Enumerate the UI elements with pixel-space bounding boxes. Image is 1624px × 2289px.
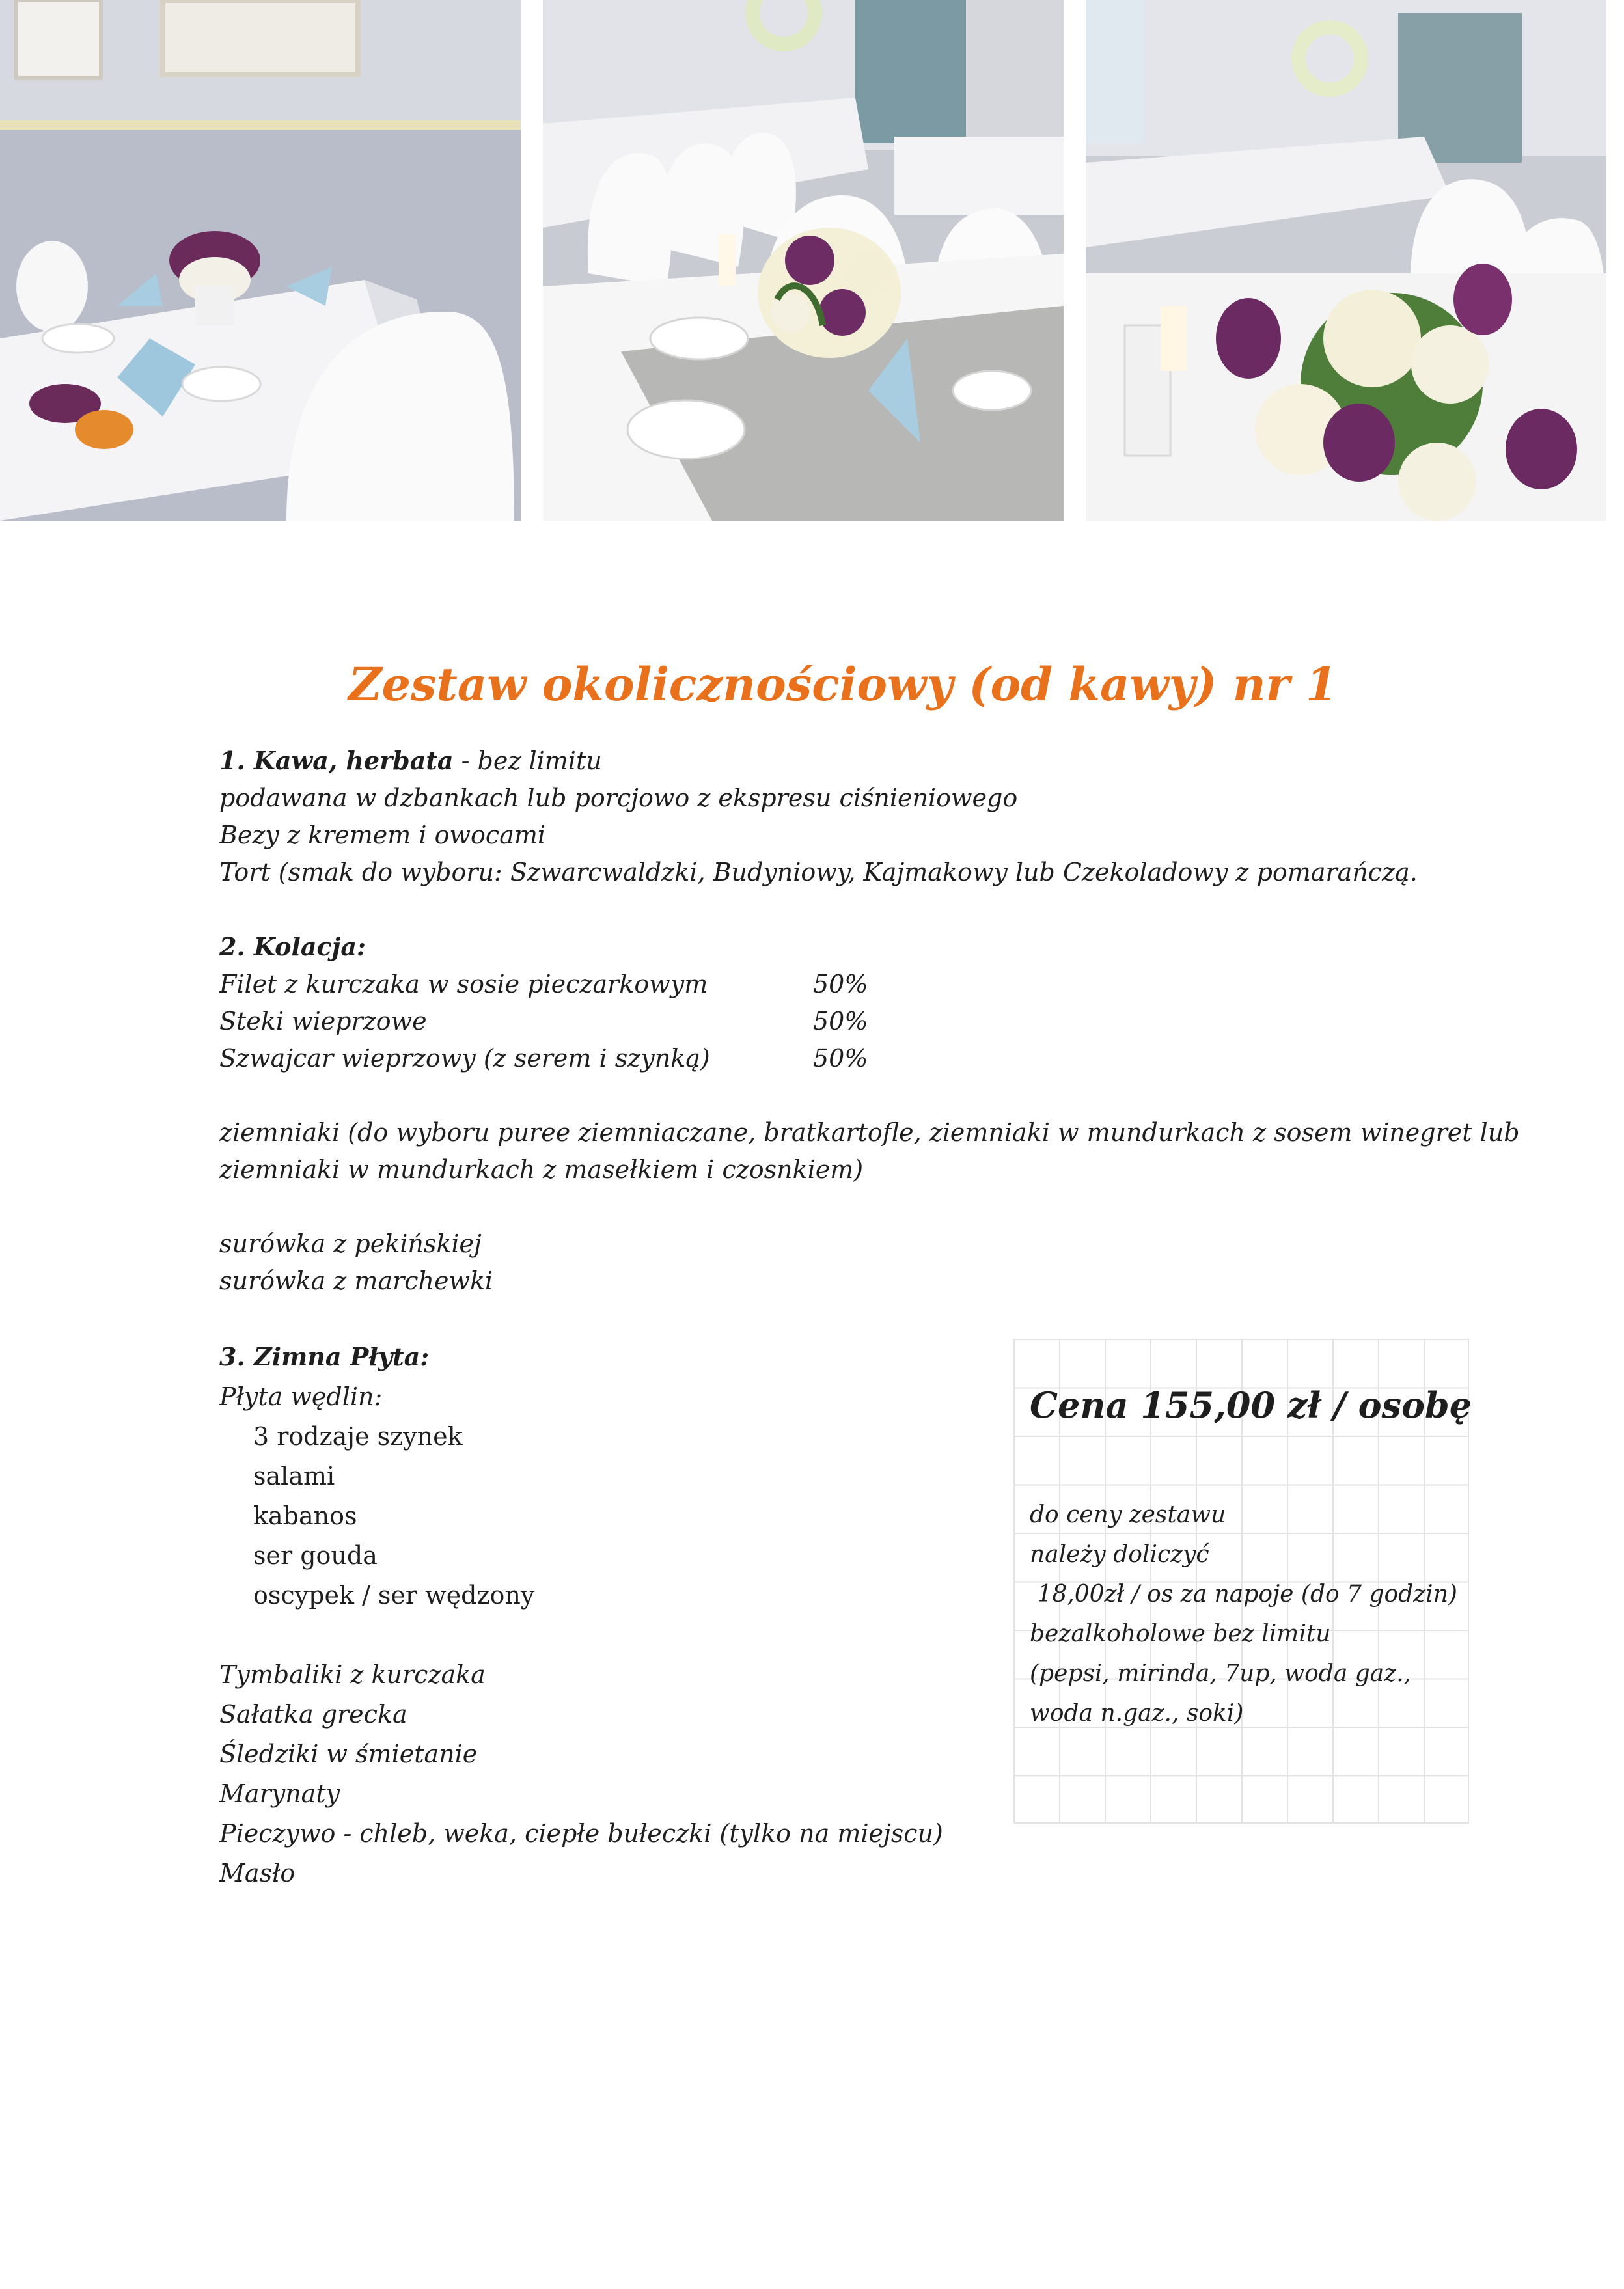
venue-photo-hall <box>543 0 1064 521</box>
dish-name: Filet z kurczaka w sosie pieczarkowym <box>219 970 708 998</box>
dish-name: Szwajcar wieprzowy (z serem i szynką) <box>219 1044 710 1073</box>
price-note: bezalkoholowe bez limitu <box>1030 1621 1331 1647</box>
coffee-line: Tort (smak do wyboru: Szwarcwaldzki, Budyniowy, Kajmakowy lub Czekoladowy z pomarańczą. <box>219 858 1418 886</box>
price-note: do ceny zestawu <box>1030 1501 1226 1528</box>
coffee-line: podawana w dzbankach lub porcjowo z ekspresu ciśnieniowego <box>219 784 1018 812</box>
price-note: (pepsi, mirinda, 7up, woda gaz., <box>1030 1660 1412 1687</box>
platter-item: ser gouda <box>253 1541 378 1570</box>
platter-item: salami <box>253 1462 335 1490</box>
platter-item: oscypek / ser wędzony <box>253 1581 535 1610</box>
cold-extra: Masło <box>219 1859 296 1887</box>
coffee-heading: 1. Kawa, herbata <box>219 746 454 775</box>
price-notes <box>1030 1495 1457 1733</box>
dish-share: 50% <box>813 1044 868 1073</box>
dinner-dish <box>219 1003 1391 1040</box>
price-box <box>1013 1339 1472 1824</box>
price-note: należy doliczyć <box>1030 1541 1209 1568</box>
salad-line: surówka z pekińskiej <box>219 1229 482 1258</box>
platter-item: kabanos <box>253 1501 357 1530</box>
price-note: woda n.gaz., soki) <box>1030 1700 1244 1727</box>
cold-extra: Sałatka grecka <box>219 1700 407 1729</box>
coffee-heading-line <box>219 742 1391 780</box>
dish-name: Steki wieprzowe <box>219 1007 427 1035</box>
venue-photo-table-setting <box>0 0 521 521</box>
dish-share: 50% <box>813 1007 868 1035</box>
cold-extra: Pieczywo - chleb, weka, ciepłe bułeczki (tylko na miejscu) <box>219 1819 943 1848</box>
dinner-heading: 2. Kolacja: <box>219 932 366 961</box>
venue-photo-flowers <box>1086 0 1606 521</box>
salad-line: surówka z marchewki <box>219 1267 493 1295</box>
coffee-line: Bezy z kremem i owocami <box>219 821 546 849</box>
page-title: Zestaw okolicznościowy (od kawy) nr 1 <box>348 657 1338 711</box>
price-title: Cena 155,00 zł / osobę <box>1030 1384 1472 1426</box>
cold-extra: Śledziki w śmietanie <box>219 1740 478 1768</box>
cold-extra: Tymbaliki z kurczaka <box>219 1660 486 1689</box>
platter-item: 3 rodzaje szynek <box>253 1422 463 1451</box>
dinner-dish <box>219 966 1391 1003</box>
cold-extra: Marynaty <box>219 1779 340 1808</box>
cold-heading: 3. Zimna Płyta: <box>219 1342 430 1371</box>
price-note: 18,00zł / os za napoje (do 7 godzin) <box>1030 1581 1457 1608</box>
potatoes-line: ziemniaki w mundurkach z masełkiem i czosnkiem) <box>219 1155 864 1184</box>
dinner-dish <box>219 1040 1391 1077</box>
potatoes-line: ziemniaki (do wyboru puree ziemniaczane, bratkartofle, ziemniaki w mundurkach z sosem winegret lub <box>219 1118 1520 1147</box>
coffee-heading-suffix: - bez limitu <box>453 747 602 775</box>
platter-label: Płyta wędlin: <box>219 1382 383 1411</box>
dish-share: 50% <box>813 970 868 998</box>
